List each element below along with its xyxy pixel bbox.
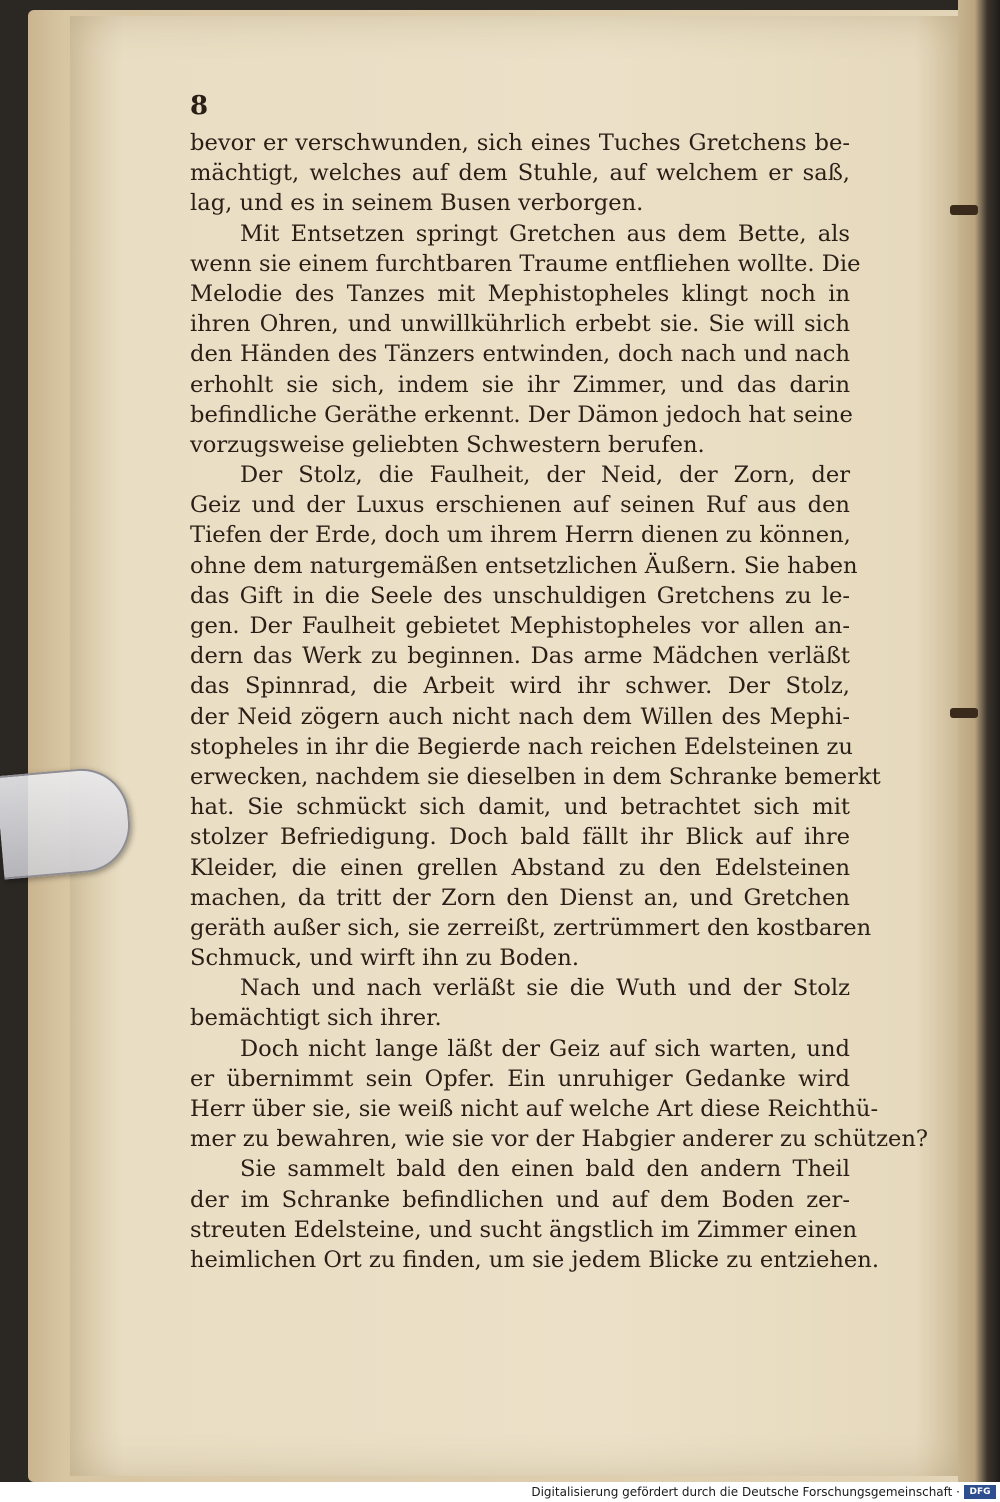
text-line: dern das Werk zu beginnen. Das arme Mädchen verläßt bbox=[190, 643, 850, 670]
text-line: Doch nicht lange läßt der Geiz auf sich warten, und bbox=[240, 1035, 850, 1062]
page-text bbox=[190, 84, 929, 1275]
text-line: mächtigt, welches auf dem Stuhle, auf welchem er saß, bbox=[190, 160, 850, 187]
text-line: Der Stolz, die Faulheit, der Neid, der Zorn, der bbox=[240, 462, 850, 489]
text-line: lag, und es in seinem Busen verborgen. bbox=[190, 190, 644, 217]
text-line: streuten Edelsteine, und sucht ängstlich im Zimmer einen bbox=[190, 1216, 858, 1243]
text-line: erwecken, nachdem sie dieselben in dem Schranke bemerkt bbox=[190, 763, 881, 790]
page-number: 8 bbox=[190, 91, 209, 121]
text-line: machen, da tritt der Zorn den Dienst an, und Gretchen bbox=[190, 884, 850, 911]
dfg-logo[interactable]: DFG bbox=[964, 1485, 996, 1499]
text-line: mer zu bewahren, wie sie vor der Habgier anderer zu schützen? bbox=[190, 1126, 929, 1153]
binding-thread-mark bbox=[950, 708, 978, 718]
text-line: stopheles in ihr die Begierde nach reichen Edelsteinen zu bbox=[190, 733, 853, 760]
text-line: befindliche Geräthe erkennt. Der Dämon jedoch hat seine bbox=[190, 401, 853, 428]
text-line: geräth außer sich, sie zerreißt, zertrümmert den kostbaren bbox=[190, 914, 872, 941]
text-line: heimlichen Ort zu finden, um sie jedem Blicke zu entziehen. bbox=[190, 1246, 880, 1273]
text-line: vorzugsweise geliebten Schwestern berufen. bbox=[190, 431, 705, 458]
text-line: Sie sammelt bald den einen bald den andern Theil bbox=[240, 1156, 850, 1183]
text-line: der Neid zögern auch nicht nach dem Willen des Mephi- bbox=[190, 703, 850, 730]
text-line: stolzer Befriedigung. Doch bald fällt ihr Blick auf ihre bbox=[190, 824, 850, 851]
text-line: den Händen des Tänzers entwinden, doch nach und nach bbox=[190, 341, 850, 368]
text-line: Herr über sie, sie weiß nicht auf welche Art diese Reichthü- bbox=[190, 1096, 879, 1122]
text-line: Tiefen der Erde, doch um ihrem Herrn dienen zu können, bbox=[190, 522, 851, 549]
digitization-footer bbox=[0, 1482, 1000, 1502]
text-line: der im Schranke befindlichen und auf dem Boden zer- bbox=[190, 1186, 850, 1213]
binding-thread-mark bbox=[950, 205, 978, 215]
text-line: bemächtigt sich ihrer. bbox=[190, 1005, 442, 1032]
text-line: Mit Entsetzen springt Gretchen aus dem Bette, als bbox=[240, 220, 850, 247]
text-line: das Spinnrad, die Arbeit wird ihr schwer. Der Stolz, bbox=[190, 673, 850, 700]
text-line: Nach und nach verläßt sie die Wuth und der Stolz bbox=[240, 975, 850, 1002]
text-line: er übernimmt sein Opfer. Ein unruhiger Gedanke wird bbox=[190, 1065, 850, 1092]
book-spine-edge bbox=[958, 0, 1000, 1502]
text-line: ohne dem naturgemäßen entsetzlichen Äußern. Sie haben bbox=[190, 552, 858, 579]
text-line: erhohlt sie sich, indem sie ihr Zimmer, und das darin bbox=[190, 371, 850, 398]
text-line: wenn sie einem furchtbaren Traume entfliehen wollte. Die bbox=[190, 250, 861, 277]
text-line: hat. Sie schmückt sich damit, und betrachtet sich mit bbox=[190, 794, 850, 821]
text-line: Kleider, die einen grellen Abstand zu den Edelsteinen bbox=[190, 854, 850, 881]
text-line: gen. Der Faulheit gebietet Mephistopheles vor allen an- bbox=[190, 613, 850, 639]
funding-notice: Digitalisierung gefördert durch die Deutsche Forschungsgemeinschaft · bbox=[531, 1485, 960, 1499]
text-line: ihren Ohren, und unwillkührlich erbebt sie. Sie will sich bbox=[190, 311, 850, 338]
text-line: bevor er verschwunden, sich eines Tuches Gretchens be- bbox=[190, 130, 850, 156]
text-line: Geiz und der Luxus erschienen auf seinen Ruf aus den bbox=[190, 492, 850, 519]
text-line: Melodie des Tanzes mit Mephistopheles klingt noch in bbox=[190, 280, 850, 307]
text-line: Schmuck, und wirft ihn zu Boden. bbox=[190, 945, 580, 972]
text-line: das Gift in die Seele des unschuldigen Gretchens zu le- bbox=[190, 582, 850, 609]
